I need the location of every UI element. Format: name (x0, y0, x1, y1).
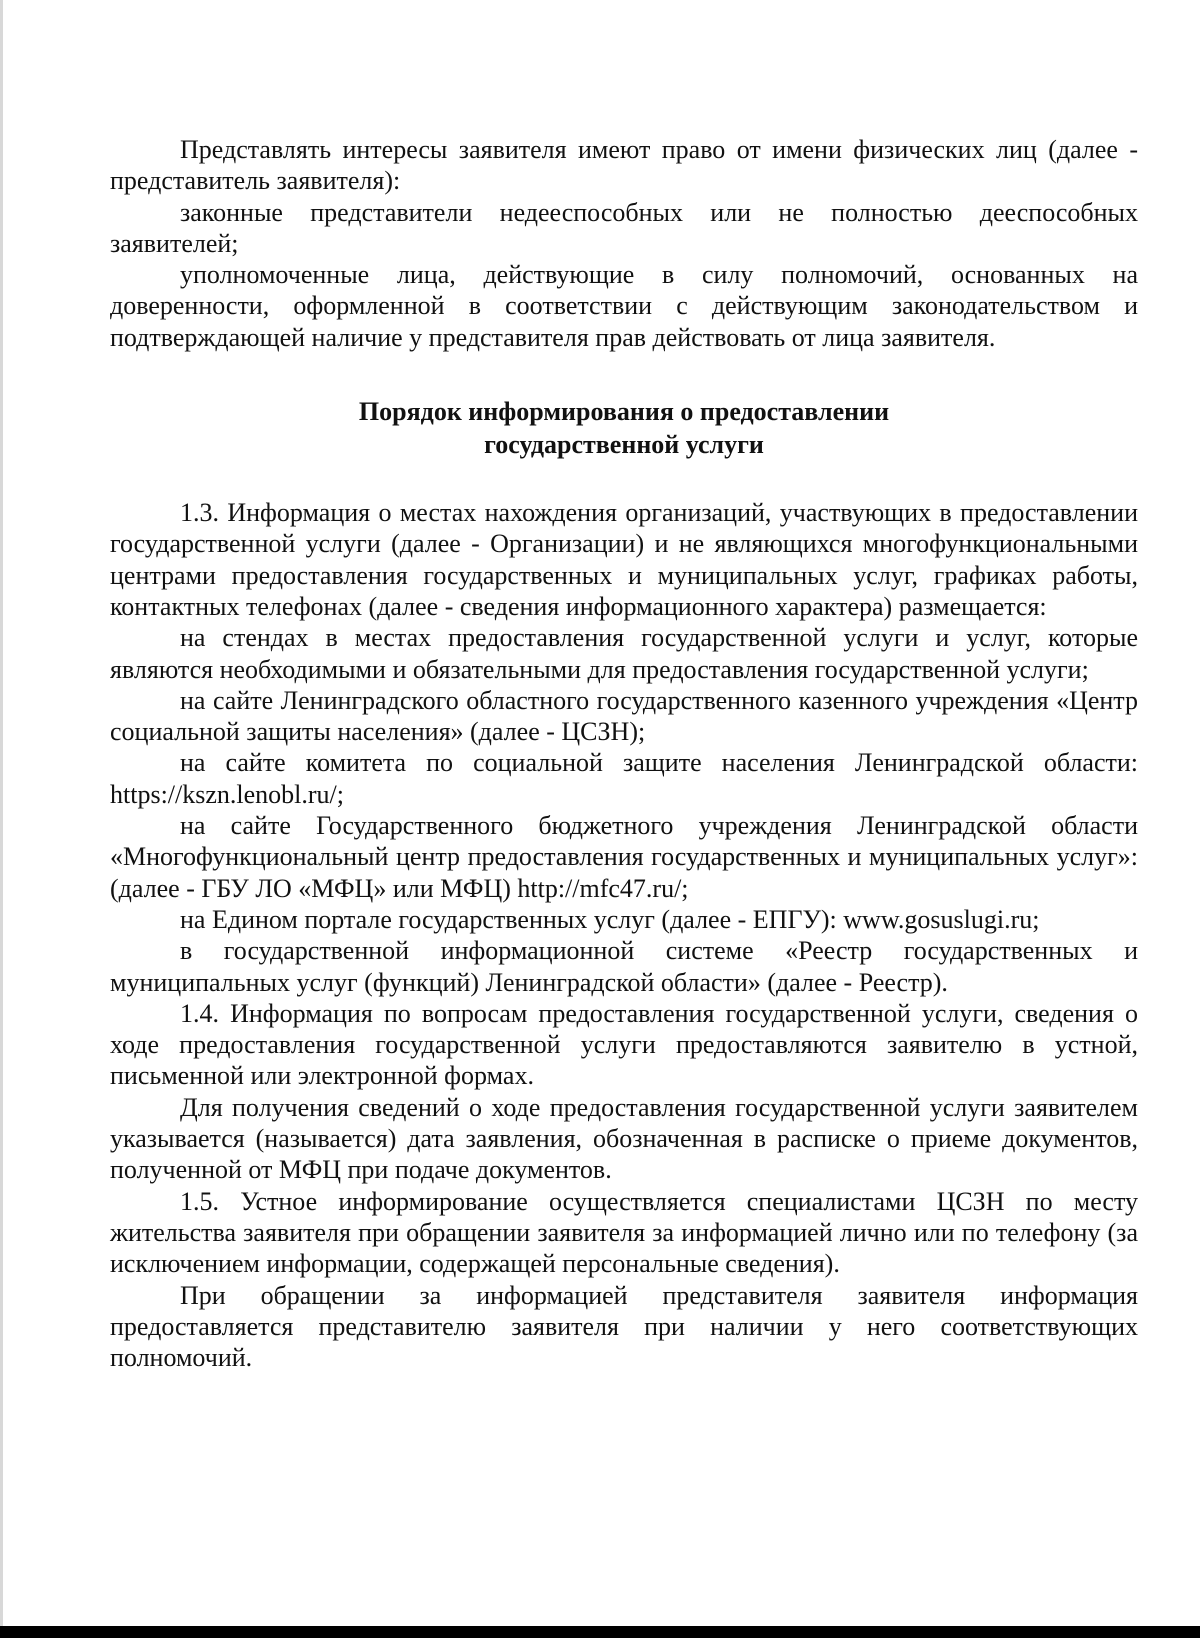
paragraph: на сайте Государственного бюджетного учреждения Ленинградской области «Многофункциональный центр предоставления государственных и муниципальных услуг»: (далее - ГБУ ЛО «МФЦ» или МФЦ) http://mfc47.ru/; (110, 811, 1138, 903)
paragraph: в государственной информационной системе «Реестр государственных и муниципальных услуг (функций) Ленинградской области» (далее - Реестр). (110, 936, 1138, 997)
section-heading-line: государственной услуги (484, 430, 764, 460)
section-heading-line: Порядок информирования о предоставлении (358, 397, 890, 427)
paragraph: 1.3. Информация о местах нахождения организаций, участвующих в предоставлении государственной услуги (далее - Организации) и не являющихся многофункциональными центрами предоставления государственных и муниципальных услуг, графиках работы, контактных телефонах (далее - сведения информационного характера) размещается: (110, 498, 1138, 621)
paragraph: Представлять интересы заявителя имеют право от имени физических лиц (далее - представитель заявителя): (110, 135, 1138, 196)
scan-bottom-edge (0, 1626, 1200, 1638)
paragraph: на сайте Ленинградского областного государственного казенного учреждения «Центр социальной защиты населения» (далее - ЦСЗН); (110, 685, 1138, 747)
paragraph: уполномоченные лица, действующие в силу полномочий, основанных на доверенности, оформленной в соответствии с действующим законодательством и подтверждающей наличие у представителя прав действовать от лица заявителя. (110, 260, 1138, 352)
paragraph: на сайте комитета по социальной защите населения Ленинградской области: https://kszn.lenobl.ru/; (110, 748, 1138, 809)
paragraph: При обращении за информацией представителя заявителя информация предоставляется представителю заявителя при наличии у него соответствующих полномочий. (110, 1280, 1138, 1373)
paragraph: Для получения сведений о ходе предоставления государственной услуги заявителем указывается (называется) дата заявления, обозначенная в расписке о приеме документов, полученной от МФЦ при подаче документов. (110, 1092, 1138, 1185)
paragraph: 1.5. Устное информирование осуществляется специалистами ЦСЗН по месту жительства заявителя при обращении заявителя за информацией лично или по телефону (за исключением информации, содержащей персональные сведения). (110, 1186, 1138, 1279)
scan-left-edge (0, 0, 3, 1638)
paragraph: на стендах в местах предоставления государственной услуги и услуг, которые являются необходимыми и обязательными для предоставления государственной услуги; (110, 623, 1138, 684)
document-body (110, 134, 1138, 1373)
section-heading (110, 395, 1138, 461)
paragraph: законные представители недееспособных или не полностью дееспособных заявителей; (110, 197, 1138, 258)
paragraph: на Едином портале государственных услуг (далее - ЕПГУ): www.gosuslugi.ru; (180, 904, 1040, 934)
paragraph: 1.4. Информация по вопросам предоставления государственной услуги, сведения о ходе предоставления государственной услуги предоставляются заявителю в устной, письменной или электронной формах. (110, 998, 1138, 1091)
